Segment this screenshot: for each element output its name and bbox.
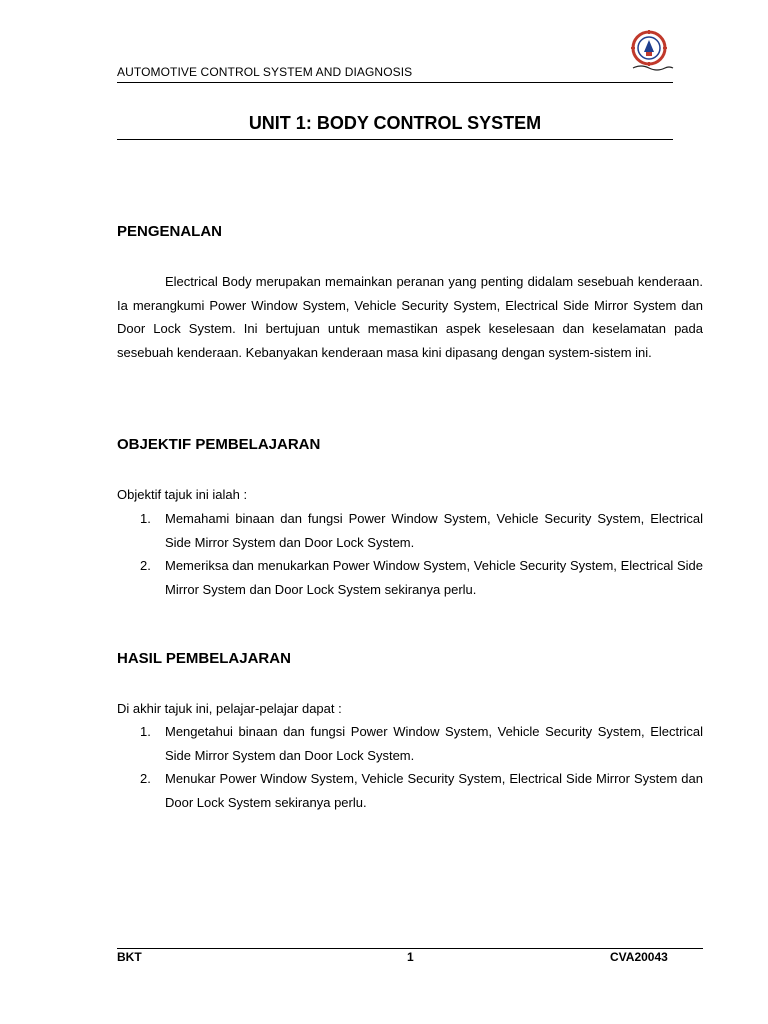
page-number: 1 [407,950,414,964]
header-title: AUTOMOTIVE CONTROL SYSTEM AND DIAGNOSIS [117,65,413,79]
list-item-number: 2. [140,771,151,786]
footer-course-code: CVA20043 [610,950,668,964]
list-item-number: 1. [140,511,151,526]
list-item [117,720,703,767]
intro-paragraph: Electrical Body merupakan memainkan peranan yang penting didalam sesebuah kenderaan. Ia merangkumi Power Window System, Vehicle Security System, Electrical Side Mirror System dan Door Lock System. Ini bertujuan untuk memastikan aspek keselesaan dan keselamatan pada sesebuah kenderaan. Kebanyakan kenderaan masa kini dipasang dengan system-sistem ini. [117,274,703,360]
list-item-text: Memeriksa dan menukarkan Power Window System, Vehicle Security System, Electrical Side Mirror System dan Door Lock System sekiranya perlu. [165,558,703,597]
footer-rule [117,948,703,949]
hasil-lead: Di akhir tajuk ini, pelajar-pelajar dapat : [117,701,342,716]
section-heading-pengenalan: PENGENALAN [117,223,223,240]
section-heading-objektif: OBJEKTIF PEMBELAJARAN [117,436,321,453]
list-item [117,767,703,814]
footer-left-label: BKT [117,950,142,964]
list-item-text: Mengetahui binaan dan fungsi Power Window System, Vehicle Security System, Electrical Side Mirror System dan Door Lock System. [165,724,703,763]
list-item-number: 2. [140,558,151,573]
list-item [117,554,703,601]
unit-title: UNIT 1: BODY CONTROL SYSTEM [248,113,542,133]
header-rule [117,82,673,83]
hasil-list [117,720,703,814]
objektif-list [117,507,703,601]
objektif-lead: Objektif tajuk ini ialah : [117,487,248,502]
list-item-number: 1. [140,724,151,739]
section-heading-hasil: HASIL PEMBELAJARAN [117,650,291,667]
list-item-text: Menukar Power Window System, Vehicle Security System, Electrical Side Mirror System dan Door Lock System sekiranya perlu. [165,771,703,810]
list-item-text: Memahami binaan dan fungsi Power Window System, Vehicle Security System, Electrical Side Mirror System dan Door Lock System. [165,511,703,550]
list-item [117,507,703,554]
unit-title-rule [117,139,673,140]
institution-logo [627,28,675,74]
